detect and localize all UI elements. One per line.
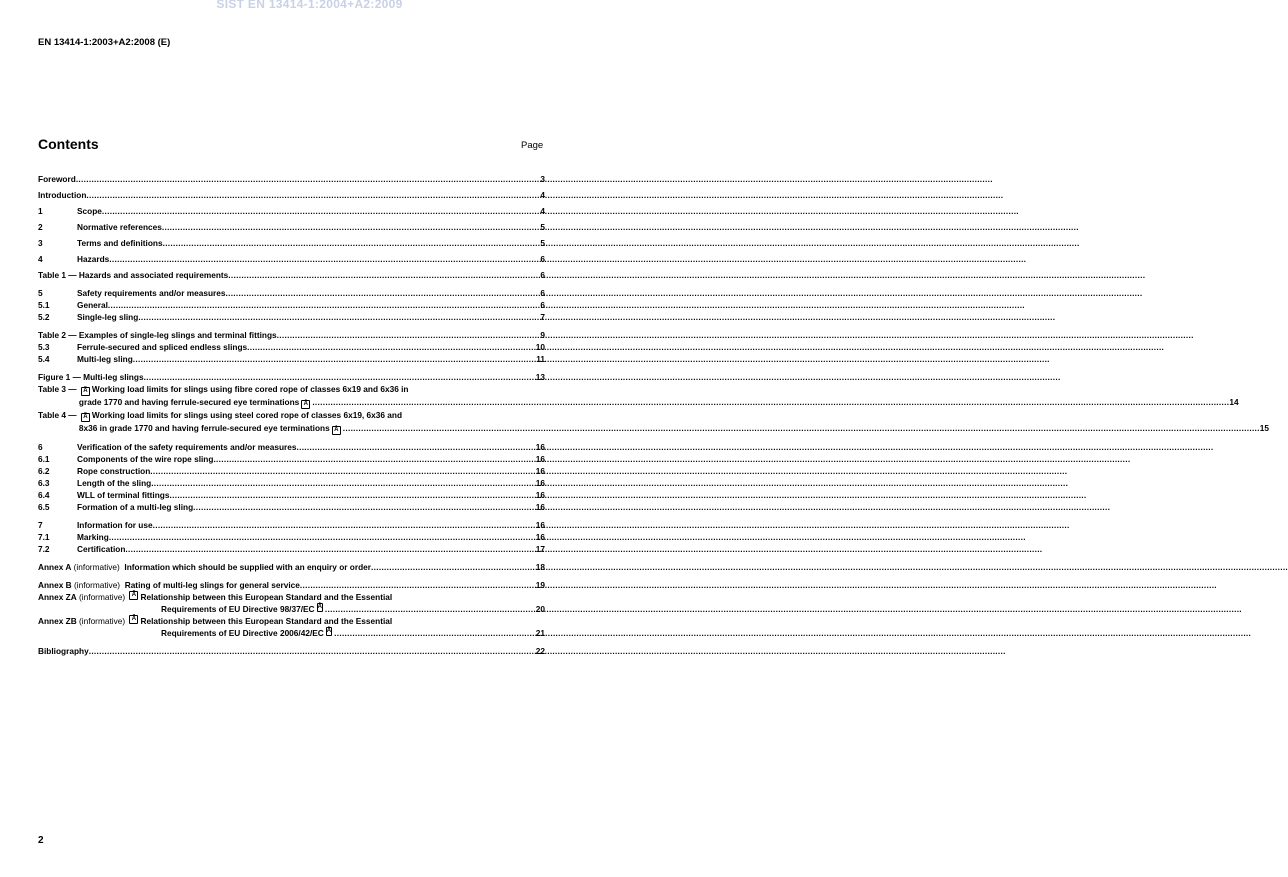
toc-label: Foreword xyxy=(38,174,76,184)
toc-entry[interactable] xyxy=(38,311,545,323)
toc-entry[interactable] xyxy=(38,353,545,365)
toc-label: Multi-leg sling xyxy=(77,354,133,364)
toc-label: Table 1 — Hazards and associated requirements xyxy=(38,270,229,280)
toc-page: 22 xyxy=(535,646,545,656)
toc-entry[interactable] xyxy=(38,453,545,465)
toc-entry[interactable] xyxy=(38,299,545,311)
toc-page: 11 xyxy=(536,354,545,364)
toc-label: General xyxy=(77,300,108,310)
toc-entry[interactable] xyxy=(38,383,1239,409)
toc-entry[interactable] xyxy=(38,477,545,489)
toc-label: Formation of a multi-leg sling xyxy=(77,502,194,512)
toc-entry[interactable] xyxy=(38,269,545,281)
toc-label: Normative references xyxy=(77,222,162,232)
toc-label: Single-leg sling xyxy=(77,312,139,322)
toc-label: Components of the wire rope sling xyxy=(77,454,214,464)
toc-number: 6.1 xyxy=(38,454,50,464)
toc-page: 16 xyxy=(535,490,545,500)
toc-label: Introduction xyxy=(38,190,87,200)
toc-page: 9 xyxy=(540,330,545,340)
document-header: EN 13414-1:2003+A2:2008 (E) xyxy=(38,37,171,48)
toc-page: 17 xyxy=(535,544,545,554)
toc-label: Hazards xyxy=(77,254,110,264)
toc-page: 16 xyxy=(535,454,545,464)
toc-entry[interactable] xyxy=(38,287,545,299)
amendment-end-icon: Â xyxy=(317,604,322,610)
toc-page: 16 xyxy=(535,532,545,542)
toc-number: 3 xyxy=(38,238,43,248)
toc-label: Verification of the safety requirements and/or measures xyxy=(77,442,297,452)
toc-page: 4 xyxy=(540,190,545,200)
toc-number: 1 xyxy=(38,206,43,216)
toc-page: 16 xyxy=(535,442,545,452)
toc-label: Length of the sling xyxy=(77,478,152,488)
toc-page: 16 xyxy=(535,466,545,476)
annex-id: Annex A xyxy=(38,562,72,572)
toc-label: Ferrule-secured and spliced endless slings xyxy=(77,342,248,352)
toc-label: Information for use xyxy=(77,520,153,530)
toc-entry[interactable] xyxy=(38,591,545,615)
toc-entry[interactable] xyxy=(38,205,545,217)
toc-entry[interactable] xyxy=(38,543,545,555)
toc-number: 7 xyxy=(38,520,43,530)
toc-label: Rope construction xyxy=(77,466,151,476)
toc-page: 5 xyxy=(540,238,545,248)
watermark: SIST EN 13414-1:2004+A2:2009 xyxy=(216,0,403,11)
toc-entry[interactable] xyxy=(38,329,545,341)
toc-number: 6.4 xyxy=(38,490,50,500)
toc-label: Information which should be supplied with an enquiry or order xyxy=(124,562,372,572)
toc-page: 7 xyxy=(540,312,545,322)
toc-label: Table 2 — Examples of single-leg slings and terminal fittings xyxy=(38,330,277,340)
amendment-start-icon: Ã xyxy=(81,413,90,422)
toc-number: 6 xyxy=(38,442,43,452)
annex-id: Annex ZA xyxy=(38,592,77,602)
annex-id: Annex ZB xyxy=(38,616,77,626)
toc-number: 2 xyxy=(38,222,43,232)
toc-label-line2: Requirements of EU Directive 2006/42/EC xyxy=(161,628,324,638)
toc-page: 6 xyxy=(540,288,545,298)
page-number: 2 xyxy=(38,835,44,846)
toc-label: Figure 1 — Multi-leg slings xyxy=(38,372,144,382)
toc-number: 5.1 xyxy=(38,300,50,310)
amendment-end-icon: Â xyxy=(326,628,332,634)
toc-page: 21 xyxy=(535,628,545,638)
toc-page: 18 xyxy=(535,562,545,572)
amendment-end-icon: Â xyxy=(301,400,310,409)
toc-number: 6.5 xyxy=(38,502,50,512)
toc-entry[interactable] xyxy=(38,531,545,543)
toc-label: Marking xyxy=(77,532,109,542)
toc-entry[interactable] xyxy=(38,501,545,513)
toc-label: WLL of terminal fittings xyxy=(77,490,170,500)
toc-number: 7.1 xyxy=(38,532,50,542)
toc-label-line1: Relationship between this European Standard and the Essential xyxy=(140,616,393,626)
toc-page: 6 xyxy=(540,270,545,280)
toc-entry[interactable] xyxy=(38,579,545,591)
toc-label: Terms and definitions xyxy=(77,238,163,248)
toc-page: 14 xyxy=(1229,397,1239,407)
toc-label: Scope xyxy=(77,206,102,216)
toc-entry[interactable] xyxy=(38,519,545,531)
toc-entry[interactable] xyxy=(38,489,545,501)
toc-page: 16 xyxy=(535,520,545,530)
toc-page: 10 xyxy=(535,342,545,352)
toc-entry[interactable] xyxy=(38,645,545,657)
toc-page: 13 xyxy=(535,372,545,382)
toc-label-line1: Working load limits for slings using fibre cored rope of classes 6x19 and 6x36 in xyxy=(91,384,409,394)
toc-number: 4 xyxy=(38,254,43,264)
toc-label: Safety requirements and/or measures xyxy=(77,288,226,298)
toc-prefix: Table 3 — xyxy=(38,384,79,394)
table-of-contents xyxy=(38,173,1269,657)
toc-number: 6.2 xyxy=(38,466,50,476)
toc-page: 4 xyxy=(540,206,545,216)
amendment-start-icon: Ã xyxy=(129,615,138,624)
annex-kind: (informative) xyxy=(73,562,120,572)
annex-kind: (informative) xyxy=(79,592,126,602)
annex-id: Annex B xyxy=(38,580,72,590)
toc-entry[interactable] xyxy=(38,237,545,249)
toc-entry[interactable] xyxy=(38,615,545,639)
amendment-start-icon: Ã xyxy=(81,387,90,396)
toc-page: 16 xyxy=(535,502,545,512)
toc-number: 7.2 xyxy=(38,544,50,554)
toc-entry[interactable] xyxy=(38,561,545,573)
toc-entry[interactable] xyxy=(38,173,545,185)
page-column-label: Page xyxy=(521,140,544,151)
toc-entry[interactable] xyxy=(38,465,545,477)
toc-label: Bibliography xyxy=(38,646,89,656)
toc-page: 15 xyxy=(1259,423,1269,433)
toc-page: 5 xyxy=(540,222,545,232)
page-title: Contents xyxy=(38,136,99,152)
toc-label-line2: Requirements of EU Directive 98/37/EC xyxy=(161,604,315,614)
toc-page: 3 xyxy=(540,174,545,184)
toc-entry[interactable] xyxy=(38,221,545,233)
toc-entry[interactable] xyxy=(38,253,545,265)
toc-page: 16 xyxy=(535,478,545,488)
toc-number: 5.4 xyxy=(38,354,50,364)
toc-entry[interactable] xyxy=(38,371,545,383)
toc-number: 5.3 xyxy=(38,342,50,352)
toc-number: 5.2 xyxy=(38,312,50,322)
toc-entry[interactable] xyxy=(38,409,1269,435)
toc-prefix: Table 4 — xyxy=(38,410,79,420)
toc-page: 6 xyxy=(540,300,545,310)
toc-page: 20 xyxy=(535,604,545,614)
toc-label-line2: 8x36 in grade 1770 and having ferrule-secured eye terminations xyxy=(78,423,330,433)
toc-label: Rating of multi-leg slings for general service xyxy=(124,580,300,590)
toc-page: 19 xyxy=(535,580,545,590)
toc-entry[interactable] xyxy=(38,341,545,353)
toc-number: 5 xyxy=(38,288,43,298)
toc-entry[interactable] xyxy=(38,189,545,201)
toc-label: Certification xyxy=(77,544,126,554)
annex-kind: (informative) xyxy=(73,580,121,590)
amendment-end-icon: Â xyxy=(332,426,341,435)
toc-entry[interactable] xyxy=(38,441,545,453)
toc-page: 6 xyxy=(540,254,545,264)
annex-kind: (informative) xyxy=(79,616,126,626)
toc-label-line1: Relationship between this European Standard and the Essential xyxy=(140,592,393,602)
toc-number: 6.3 xyxy=(38,478,50,488)
amendment-start-icon: Ã xyxy=(129,591,138,600)
toc-label-line1: Working load limits for slings using steel cored rope of classes 6x19, 6x36 and xyxy=(91,410,403,420)
toc-label-line2: grade 1770 and having ferrule-secured eye terminations xyxy=(78,397,300,407)
